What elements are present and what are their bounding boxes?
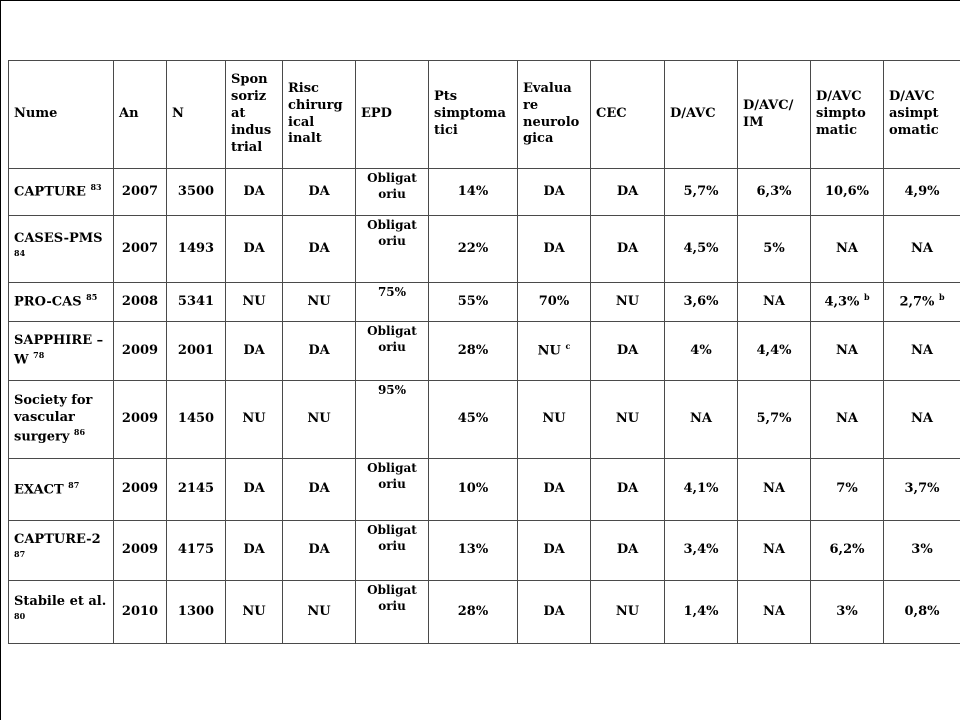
col-header: N bbox=[167, 61, 226, 169]
superscript-ref: 85 bbox=[86, 292, 98, 303]
superscript-ref: 80 bbox=[14, 610, 26, 621]
table-row bbox=[9, 521, 960, 581]
col-header: An bbox=[114, 61, 167, 169]
cell-an bbox=[114, 459, 167, 521]
cell-text: 22% bbox=[457, 240, 489, 256]
cell-epd bbox=[356, 322, 429, 381]
cell-text: 3500 bbox=[177, 183, 215, 199]
cell-text: DA bbox=[308, 542, 330, 558]
cell-text: Obligat oriu bbox=[367, 218, 417, 248]
cell-text: 2009 bbox=[121, 411, 159, 427]
cell-text: 13% bbox=[457, 542, 489, 558]
cell-risc bbox=[283, 581, 356, 644]
cell-cec bbox=[591, 381, 665, 459]
cell-text: DA bbox=[616, 240, 639, 256]
table-row bbox=[9, 322, 960, 381]
cell-cec bbox=[591, 283, 665, 322]
cell-text: 1,4% bbox=[683, 603, 719, 619]
cell-spons bbox=[226, 283, 283, 322]
cell-text: 6,3% bbox=[756, 183, 792, 199]
cell-text: NA bbox=[763, 481, 785, 497]
cell-text: DA bbox=[616, 342, 639, 358]
cell-text: 45% bbox=[457, 411, 489, 427]
cell-text: DA bbox=[243, 342, 265, 358]
cell-text: 2001 bbox=[177, 342, 215, 358]
cell-text: 0,8% bbox=[904, 603, 940, 619]
col-header: CEC bbox=[591, 61, 665, 169]
cell-an bbox=[114, 381, 167, 459]
cell-epd bbox=[356, 459, 429, 521]
cell-an bbox=[114, 581, 167, 644]
cell-text: SAPPHIRE –W bbox=[14, 332, 104, 368]
cell-davc bbox=[665, 581, 738, 644]
cell-name bbox=[9, 216, 114, 283]
cell-text: NA bbox=[763, 542, 785, 558]
cell-eval bbox=[518, 216, 591, 283]
cell-text: DA bbox=[243, 481, 265, 497]
cell-simpt bbox=[811, 459, 884, 521]
cell-text: NA bbox=[836, 342, 858, 358]
cell-text: NA bbox=[911, 342, 933, 358]
cell-pts bbox=[429, 459, 518, 521]
cell-text: 3% bbox=[911, 542, 933, 558]
cell-text: NA bbox=[763, 293, 785, 309]
cell-simpt bbox=[811, 216, 884, 283]
cell-name bbox=[9, 459, 114, 521]
cell-epd bbox=[356, 216, 429, 283]
cell-text: 95% bbox=[377, 383, 407, 397]
slide-left-border bbox=[0, 0, 1, 720]
cell-davc bbox=[665, 283, 738, 322]
col-header: D/AVC simpto matic bbox=[811, 61, 884, 169]
cell-davcim bbox=[738, 381, 811, 459]
cell-cec bbox=[591, 521, 665, 581]
cell-text: DA bbox=[243, 542, 265, 558]
cell-text: 3% bbox=[836, 603, 858, 619]
cell-text: 3,4% bbox=[683, 542, 719, 558]
cell-spons bbox=[226, 521, 283, 581]
cell-text: 75% bbox=[377, 285, 407, 299]
cell-text: DA bbox=[616, 542, 639, 558]
cell-davc bbox=[665, 322, 738, 381]
cell-eval bbox=[518, 459, 591, 521]
col-header: Nume bbox=[9, 61, 114, 169]
cell-davcim bbox=[738, 521, 811, 581]
cell-n bbox=[167, 216, 226, 283]
cell-text: 70% bbox=[538, 293, 570, 309]
table-header-row bbox=[9, 61, 960, 169]
cell-risc bbox=[283, 169, 356, 216]
cell-eval bbox=[518, 581, 591, 644]
cell-text: DA bbox=[308, 240, 330, 256]
cell-text: CAPTURE bbox=[14, 184, 86, 200]
superscript-ref: 83 bbox=[90, 182, 102, 193]
col-header: Pts simptoma tici bbox=[429, 61, 518, 169]
cell-name bbox=[9, 283, 114, 322]
cell-epd bbox=[356, 521, 429, 581]
cell-simpt bbox=[811, 381, 884, 459]
cell-text: DA bbox=[543, 183, 565, 199]
cell-text: 1493 bbox=[177, 240, 215, 256]
cell-text: DA bbox=[616, 183, 639, 199]
cell-text: NU bbox=[537, 343, 561, 359]
col-header: EPD bbox=[356, 61, 429, 169]
cell-pts bbox=[429, 216, 518, 283]
cell-davc bbox=[665, 216, 738, 283]
cell-simpt bbox=[811, 581, 884, 644]
cell-text: 28% bbox=[457, 342, 489, 358]
cell-eval bbox=[518, 283, 591, 322]
cell-eval bbox=[518, 169, 591, 216]
cell-n bbox=[167, 381, 226, 459]
cell-text: 4,3% bbox=[824, 294, 860, 310]
cell-text: Obligat oriu bbox=[367, 523, 417, 553]
cell-text: 4,4% bbox=[756, 342, 792, 358]
cell-eval bbox=[518, 322, 591, 381]
cell-text: DA bbox=[308, 342, 330, 358]
cell-text: NU bbox=[307, 411, 331, 427]
cell-text: Obligat oriu bbox=[367, 583, 417, 613]
cell-text: 3,7% bbox=[904, 481, 940, 497]
cell-davc bbox=[665, 459, 738, 521]
col-header: D/AVC bbox=[665, 61, 738, 169]
cell-cec bbox=[591, 322, 665, 381]
cell-cec bbox=[591, 459, 665, 521]
cell-eval bbox=[518, 381, 591, 459]
cell-text: NA bbox=[836, 240, 858, 256]
superscript-ref: 87 bbox=[14, 549, 26, 560]
cell-text: NA bbox=[911, 240, 933, 256]
cell-risc bbox=[283, 216, 356, 283]
col-header: Evalua re neurolo gica bbox=[518, 61, 591, 169]
cell-an bbox=[114, 216, 167, 283]
cell-spons bbox=[226, 169, 283, 216]
cell-text: 2009 bbox=[121, 481, 159, 497]
cell-name bbox=[9, 521, 114, 581]
cell-davc bbox=[665, 521, 738, 581]
cell-text: 4175 bbox=[177, 542, 215, 558]
superscript-ref: 84 bbox=[14, 247, 26, 258]
col-header: Spon soriz at indus trial bbox=[226, 61, 283, 169]
cell-eval bbox=[518, 521, 591, 581]
cell-asimpt bbox=[884, 521, 960, 581]
cell-cec bbox=[591, 169, 665, 216]
superscript-ref: 78 bbox=[33, 349, 45, 360]
table-row bbox=[9, 381, 960, 459]
cell-asimpt bbox=[884, 581, 960, 644]
cell-text: 4,1% bbox=[683, 481, 719, 497]
cell-text: EXACT bbox=[14, 482, 64, 498]
cell-text: DA bbox=[308, 481, 330, 497]
cell-text: 5% bbox=[763, 240, 785, 256]
cell-an bbox=[114, 521, 167, 581]
cell-risc bbox=[283, 381, 356, 459]
cell-text: NU bbox=[242, 411, 266, 427]
cell-text: 2010 bbox=[121, 603, 159, 619]
cell-an bbox=[114, 169, 167, 216]
cell-asimpt bbox=[884, 169, 960, 216]
cell-davc bbox=[665, 169, 738, 216]
cell-text: 2145 bbox=[177, 481, 215, 497]
col-header: D/AVC/ IM bbox=[738, 61, 811, 169]
cell-n bbox=[167, 283, 226, 322]
cell-text: DA bbox=[243, 183, 265, 199]
cell-name bbox=[9, 169, 114, 216]
cell-text: Obligat oriu bbox=[367, 171, 417, 201]
slide-top-border bbox=[0, 0, 960, 1]
superscript-ref: 87 bbox=[68, 479, 80, 490]
cell-text: NU bbox=[242, 603, 266, 619]
cell-text: 2007 bbox=[121, 240, 159, 256]
cell-text: CAPTURE-2 bbox=[14, 532, 101, 548]
cell-text: 5,7% bbox=[756, 411, 792, 427]
superscript-ref: b bbox=[863, 292, 870, 303]
cell-pts bbox=[429, 283, 518, 322]
studies-table bbox=[8, 60, 960, 644]
cell-spons bbox=[226, 581, 283, 644]
cell-risc bbox=[283, 322, 356, 381]
cell-asimpt bbox=[884, 322, 960, 381]
cell-text: 1450 bbox=[177, 411, 215, 427]
superscript-ref: 86 bbox=[73, 426, 86, 437]
cell-simpt bbox=[811, 521, 884, 581]
superscript-ref: b bbox=[938, 292, 945, 303]
cell-risc bbox=[283, 283, 356, 322]
cell-n bbox=[167, 521, 226, 581]
cell-text: 14% bbox=[457, 183, 489, 199]
cell-risc bbox=[283, 459, 356, 521]
cell-text: 10% bbox=[457, 481, 489, 497]
cell-text: 2009 bbox=[121, 542, 159, 558]
cell-epd bbox=[356, 169, 429, 216]
cell-text: 2008 bbox=[121, 293, 159, 309]
cell-spons bbox=[226, 322, 283, 381]
table-row bbox=[9, 283, 960, 322]
cell-text: DA bbox=[243, 240, 265, 256]
cell-davcim bbox=[738, 459, 811, 521]
table-row bbox=[9, 459, 960, 521]
cell-text: DA bbox=[308, 183, 330, 199]
cell-asimpt bbox=[884, 381, 960, 459]
cell-text: Stabile et al. bbox=[14, 593, 107, 609]
col-header: D/AVC asimpt omatic bbox=[884, 61, 960, 169]
table-row bbox=[9, 216, 960, 283]
cell-text: DA bbox=[543, 240, 565, 256]
cell-n bbox=[167, 459, 226, 521]
cell-text: NA bbox=[763, 603, 785, 619]
cell-text: DA bbox=[543, 542, 565, 558]
cell-text: Society for vascular surgery bbox=[14, 393, 93, 445]
cell-text: 2009 bbox=[121, 342, 159, 358]
cell-text: NU bbox=[542, 411, 566, 427]
superscript-ref: c bbox=[565, 341, 571, 352]
cell-simpt bbox=[811, 322, 884, 381]
cell-davcim bbox=[738, 216, 811, 283]
cell-text: 28% bbox=[457, 603, 489, 619]
cell-text: Obligat oriu bbox=[367, 324, 417, 354]
cell-name bbox=[9, 581, 114, 644]
cell-n bbox=[167, 322, 226, 381]
col-header: Risc chirurg ical inalt bbox=[283, 61, 356, 169]
cell-simpt bbox=[811, 169, 884, 216]
cell-pts bbox=[429, 521, 518, 581]
cell-pts bbox=[429, 322, 518, 381]
cell-n bbox=[167, 581, 226, 644]
cell-n bbox=[167, 169, 226, 216]
table-row bbox=[9, 581, 960, 644]
cell-text: NU bbox=[615, 293, 640, 309]
cell-text: 55% bbox=[457, 293, 489, 309]
cell-asimpt bbox=[884, 216, 960, 283]
table-row bbox=[9, 169, 960, 216]
cell-pts bbox=[429, 381, 518, 459]
cell-epd bbox=[356, 381, 429, 459]
cell-asimpt bbox=[884, 283, 960, 322]
cell-text: NU bbox=[615, 603, 640, 619]
cell-text: 1300 bbox=[177, 603, 215, 619]
cell-name bbox=[9, 322, 114, 381]
cell-text: 5341 bbox=[177, 293, 215, 309]
cell-text: DA bbox=[543, 603, 565, 619]
cell-text: Obligat oriu bbox=[367, 461, 417, 491]
cell-text: NU bbox=[307, 603, 331, 619]
cell-text: 5,7% bbox=[683, 183, 719, 199]
cell-davc bbox=[665, 381, 738, 459]
cell-text: NA bbox=[690, 411, 712, 427]
cell-asimpt bbox=[884, 459, 960, 521]
cell-text: 2007 bbox=[121, 183, 159, 199]
cell-pts bbox=[429, 169, 518, 216]
cell-text: DA bbox=[543, 481, 565, 497]
cell-risc bbox=[283, 521, 356, 581]
cell-text: NU bbox=[615, 411, 640, 427]
cell-text: 4,5% bbox=[683, 240, 719, 256]
cell-spons bbox=[226, 381, 283, 459]
cell-text: 4% bbox=[690, 342, 712, 358]
cell-spons bbox=[226, 459, 283, 521]
cell-text: 2,7% bbox=[899, 294, 935, 310]
cell-cec bbox=[591, 581, 665, 644]
cell-davcim bbox=[738, 283, 811, 322]
cell-pts bbox=[429, 581, 518, 644]
cell-davcim bbox=[738, 169, 811, 216]
cell-simpt bbox=[811, 283, 884, 322]
cell-an bbox=[114, 322, 167, 381]
cell-davcim bbox=[738, 322, 811, 381]
cell-text: NA bbox=[836, 411, 858, 427]
cell-text: 6,2% bbox=[829, 542, 865, 558]
cell-text: PRO-CAS bbox=[14, 294, 82, 310]
cell-name bbox=[9, 381, 114, 459]
cell-text: NU bbox=[307, 293, 331, 309]
cell-text: 7% bbox=[836, 481, 858, 497]
cell-spons bbox=[226, 216, 283, 283]
cell-text: CASES-PMS bbox=[14, 230, 103, 246]
cell-epd bbox=[356, 283, 429, 322]
cell-text: 3,6% bbox=[683, 293, 719, 309]
cell-text: 10,6% bbox=[824, 183, 869, 199]
cell-text: DA bbox=[616, 481, 639, 497]
cell-cec bbox=[591, 216, 665, 283]
cell-text: 4,9% bbox=[904, 183, 940, 199]
cell-text: NU bbox=[242, 293, 266, 309]
cell-an bbox=[114, 283, 167, 322]
cell-davcim bbox=[738, 581, 811, 644]
cell-epd bbox=[356, 581, 429, 644]
cell-text: NA bbox=[911, 411, 933, 427]
